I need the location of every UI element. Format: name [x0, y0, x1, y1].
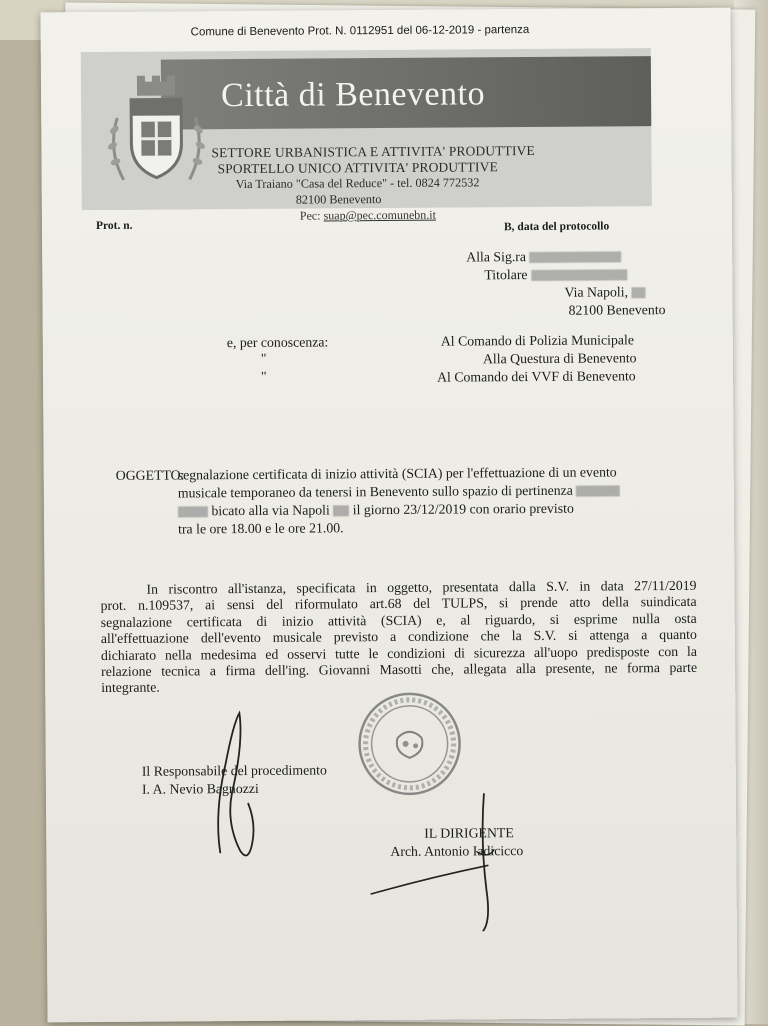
pec-address[interactable]: suap@pec.comunebn.it: [323, 207, 436, 223]
pec-contact: [300, 208, 436, 224]
subject-line-3: [178, 501, 574, 520]
cc-recipient-2: Alla Questura di Benevento: [482, 350, 637, 367]
body-line: segnalazione certificata di inizio attività (SCIA) e, al riguardo, si esprime nulla osta: [100, 610, 697, 630]
body-line: In riscontro all'istanza, specificata in oggetto, presentata dalla S.V. in data 27/11/2019: [146, 577, 697, 597]
cc-label: e, per conoscenza:: [226, 334, 329, 351]
letter-sheet: [40, 8, 737, 1023]
cc-recipient-1: Al Comando di Polizia Municipale: [440, 332, 634, 349]
protocol-date-label: B, data del protocollo: [503, 220, 610, 234]
subject-label: OGGETTO:: [115, 467, 185, 483]
recipient-line-2: [484, 266, 627, 283]
redacted-name: [529, 252, 621, 264]
recipient-street: Via Napoli,: [564, 284, 629, 300]
cc-ditto-1: ": [260, 350, 267, 366]
recipient-title: Titolare: [484, 267, 528, 283]
department-line-1: SETTORE URBANISTICA E ATTIVITA' PRODUTTIVE: [211, 142, 535, 161]
pec-label: Pec:: [299, 208, 321, 223]
responsible-name: I. A. Nevio Bagnozzi: [141, 780, 259, 797]
recipient-line-3: [564, 284, 645, 301]
body-line: integrante.: [101, 680, 160, 696]
city-title: Città di Benevento: [220, 75, 486, 115]
recipient-salutation: Alla Sig.ra: [466, 249, 527, 265]
official-seal-stamp: [355, 689, 464, 798]
subject-line-1: segnalazione certificata di inizio attività (SCIA) per l'effettuazione di un evento: [177, 464, 617, 483]
redacted-venue: [576, 486, 620, 497]
subject-line-2: [178, 482, 621, 501]
redacted-number: [631, 288, 645, 299]
body-paragraph: [100, 578, 697, 697]
body-line: relazione tecnica a firma dell'ing. Giovanni Masotti che, allegata alla presente, ne forma parte: [101, 659, 698, 680]
recipient-line-1: [466, 248, 621, 265]
subject-line-3b: il giorno 23/12/2019 con orario previsto: [352, 500, 574, 518]
prot-label: Prot. n.: [95, 219, 133, 233]
subject-line-4: tra le ore 18.00 e le ore 21.00.: [178, 520, 344, 537]
body-line: all'effettuazione dell'evento musicale previsto a condizione che la S.V. si attenga a quanto: [100, 627, 697, 647]
protocol-stamp: Comune di Benevento Prot. N. 0112951 del 06-12-2019 - partenza: [190, 24, 530, 39]
department-line-2: SPORTELLO UNICO ATTIVITA' PRODUTTIVE: [217, 159, 498, 177]
subject-line-2-text: musicale temporaneo da tenersi in Benevento sullo spazio di pertinenza: [177, 482, 573, 501]
body-line: prot. n.109537, ai sensi del riformulato art.68 del TULPS, si prende atto della suindicata: [100, 594, 697, 614]
redacted-business: [531, 270, 627, 282]
body-line: dichiarato nella medesima ed osservi tutte le condizioni di sicurezza all'uopo predisposte con la: [100, 643, 698, 663]
responsible-role: Il Responsabile del procedimento: [141, 762, 327, 779]
subject-line-3a: bicato alla via Napoli: [211, 502, 330, 519]
director-role: IL DIRIGENTE: [424, 825, 514, 841]
office-postal: 82100 Benevento: [295, 192, 382, 207]
city-crest-icon: [101, 69, 212, 196]
office-address: Via Traiano "Casa del Reduce" - tel. 0824 772532: [235, 175, 480, 192]
cc-recipient-3: Al Comando dei VVF di Benevento: [436, 368, 636, 385]
recipient-city: 82100 Benevento: [568, 302, 666, 318]
cc-ditto-2: ": [260, 368, 267, 384]
redacted-street-number: [333, 506, 349, 517]
director-name: Arch. Antonio Iadicicco: [390, 843, 524, 859]
redacted-venue-2: [178, 507, 208, 518]
